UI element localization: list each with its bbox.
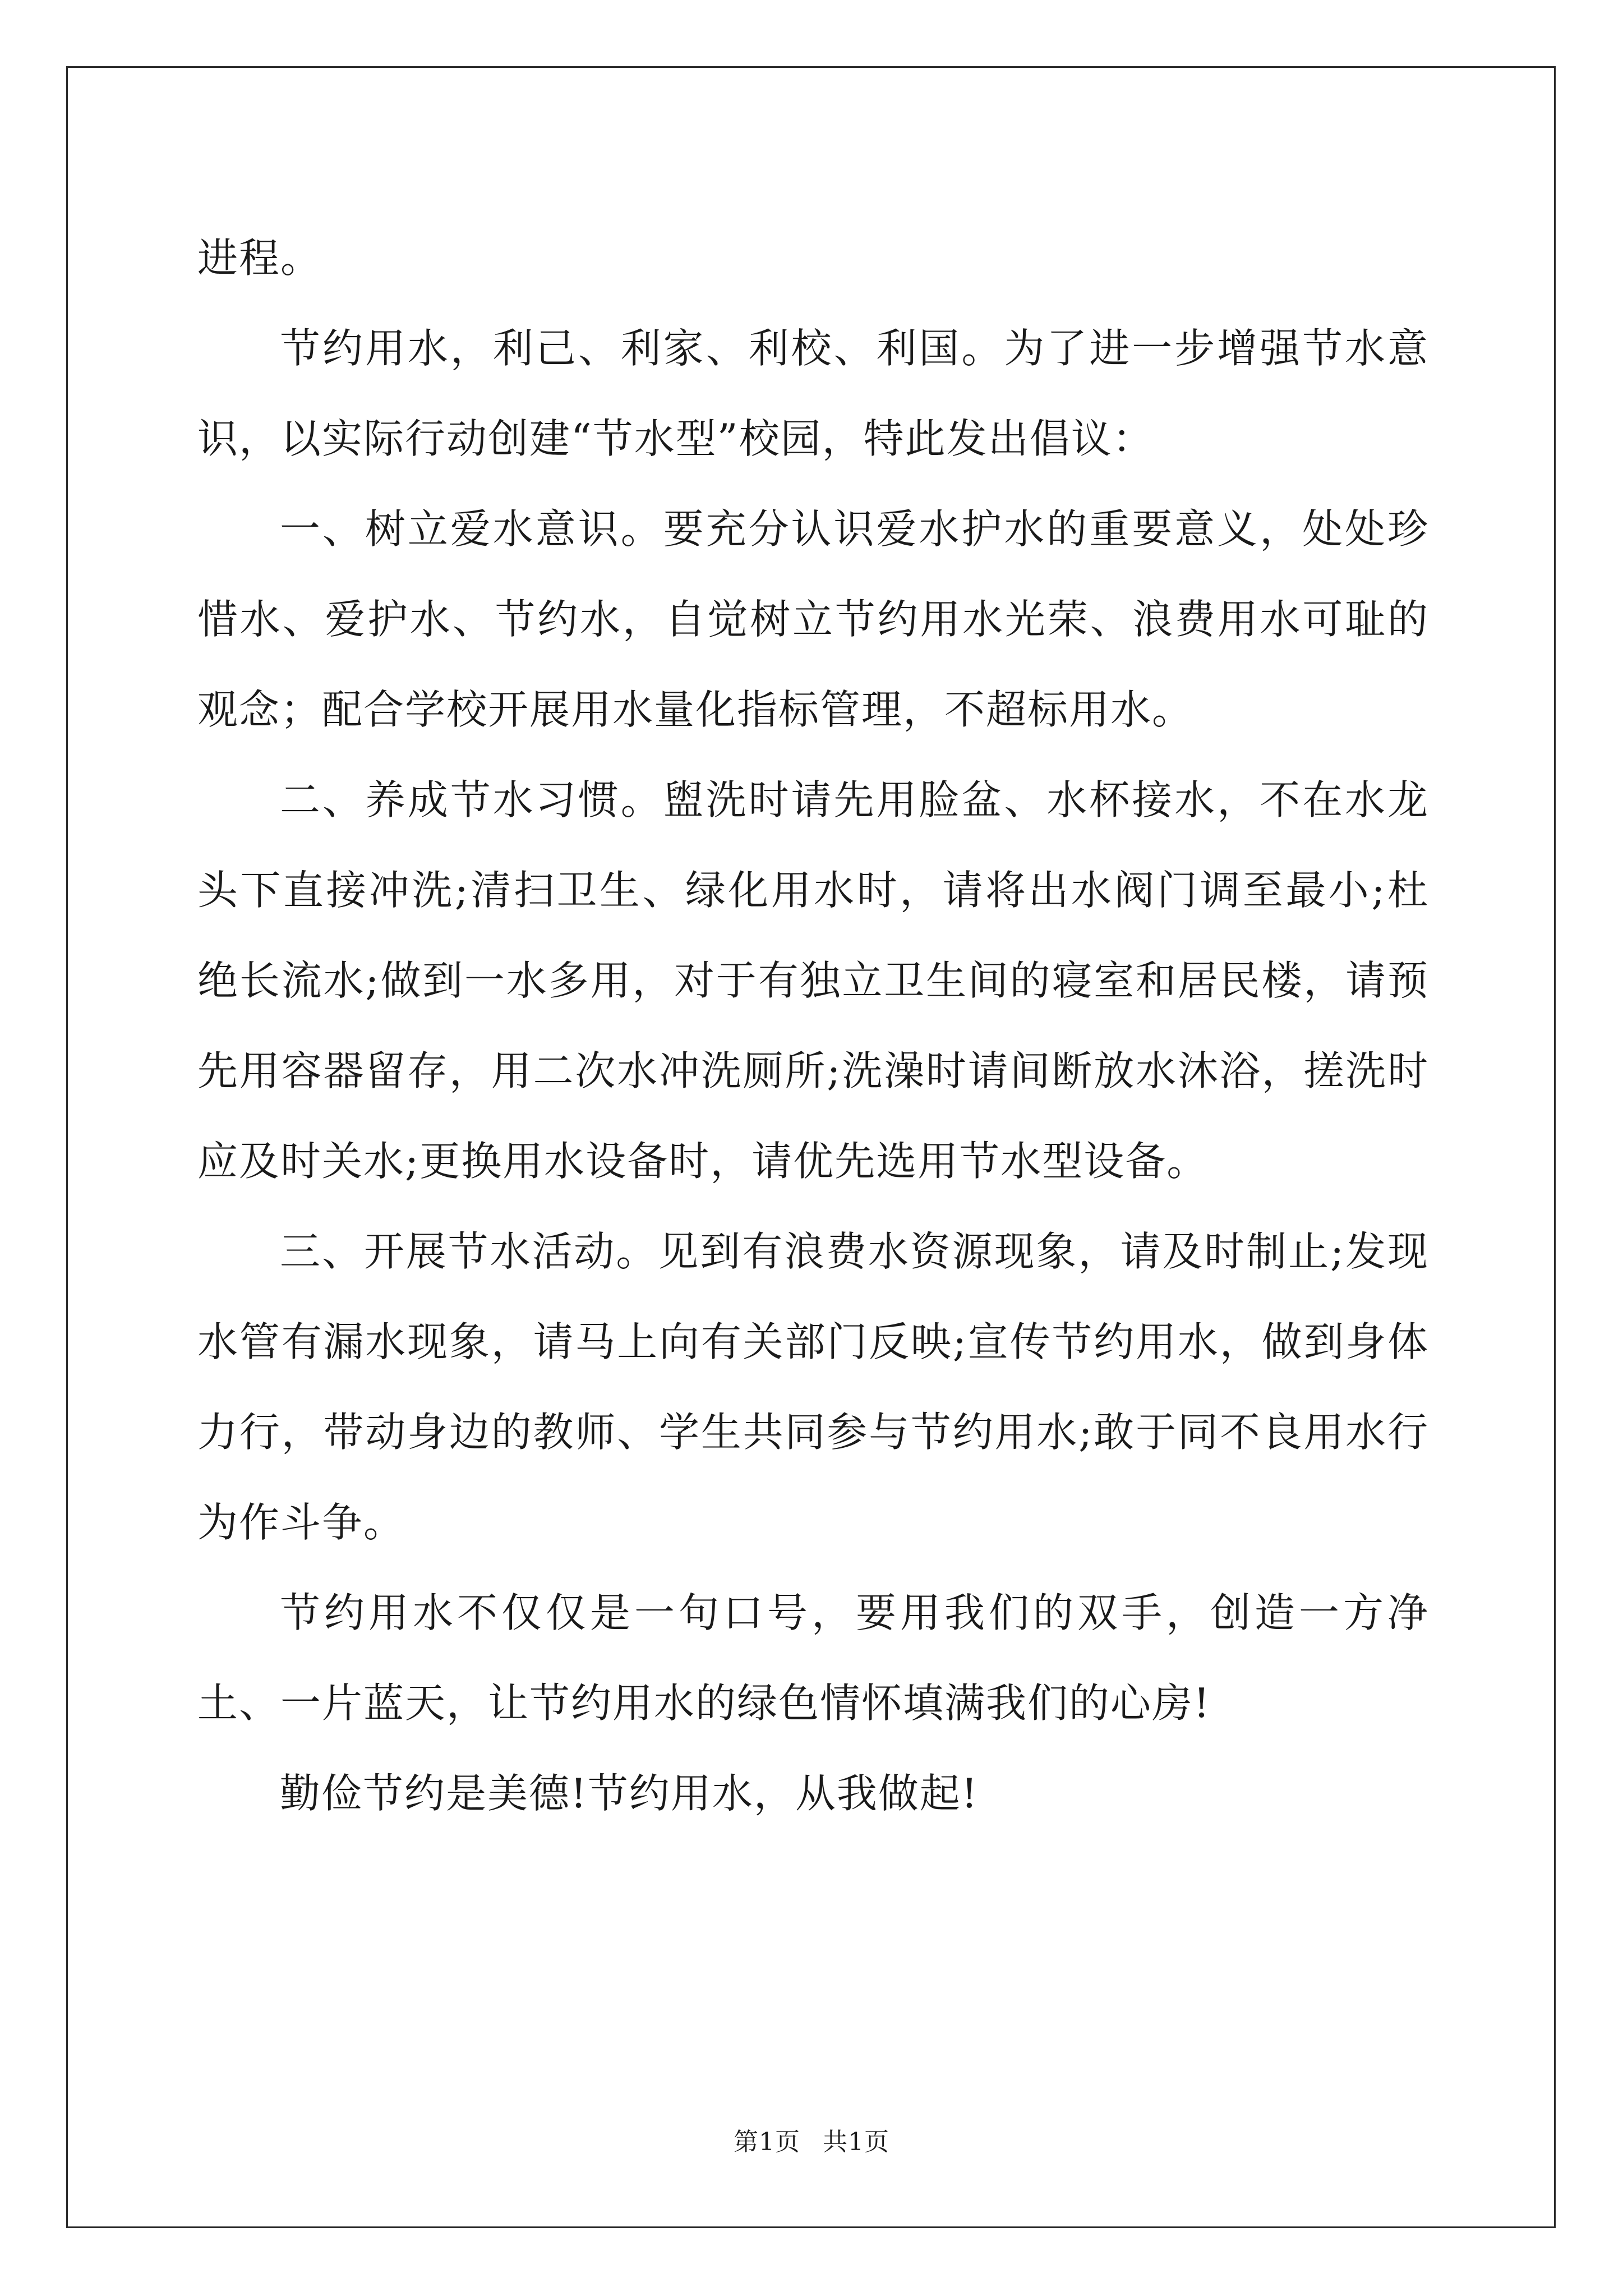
paragraph-intro: 节约用水，利己、利家、利校、利国。为了进一步增强节水意识，以实际行动创建“节水型”校园，特此发出倡议： <box>197 325 1429 462</box>
paragraph-point-one: 一、树立爱水意识。要充分认识爱水护水的重要意义，处处珍惜水、爱护水、节约水，自觉树立节约用水光荣、浪费用水可耻的观念；配合学校开展用水量化指标管理，不超标用水。 <box>197 505 1429 733</box>
paragraph-continuation: 进程。 <box>197 234 322 282</box>
paragraph-point-three: 三、开展节水活动。见到有浪费水资源现象，请及时制止;发现水管有漏水现象，请马上向有关部门反映;宣传节约用水，做到身体力行，带动身边的教师、学生共同参与节约用水;敢于同不良用水行为作斗争。 <box>197 1228 1429 1546</box>
page-number-current: 第1页 <box>734 2128 800 2156</box>
page-number-total: 共1页 <box>823 2128 889 2156</box>
paragraph-closing: 节约用水不仅仅是一句口号，要用我们的双手，创造一方净土、一片蓝天，让节约用水的绿色情怀填满我们的心房! <box>197 1589 1429 1727</box>
paragraph-slogan: 勤俭节约是美德!节约用水，从我做起! <box>280 1770 979 1817</box>
paragraph-point-two: 二、养成节水习惯。盥洗时请先用脸盆、水杯接水，不在水龙头下直接冲洗;清扫卫生、绿化用水时，请将出水阀门调至最小;杜绝长流水;做到一水多用，对于有独立卫生间的寝室和居民楼，请预先用容器留存，用二次水冲洗厕所;洗澡时请间断放水沐浴，搓洗时应及时关水;更换用水设备时，请优先选用节水型设备。 <box>197 776 1429 1185</box>
page-footer <box>0 2122 1623 2157</box>
document-body <box>197 213 1429 1839</box>
